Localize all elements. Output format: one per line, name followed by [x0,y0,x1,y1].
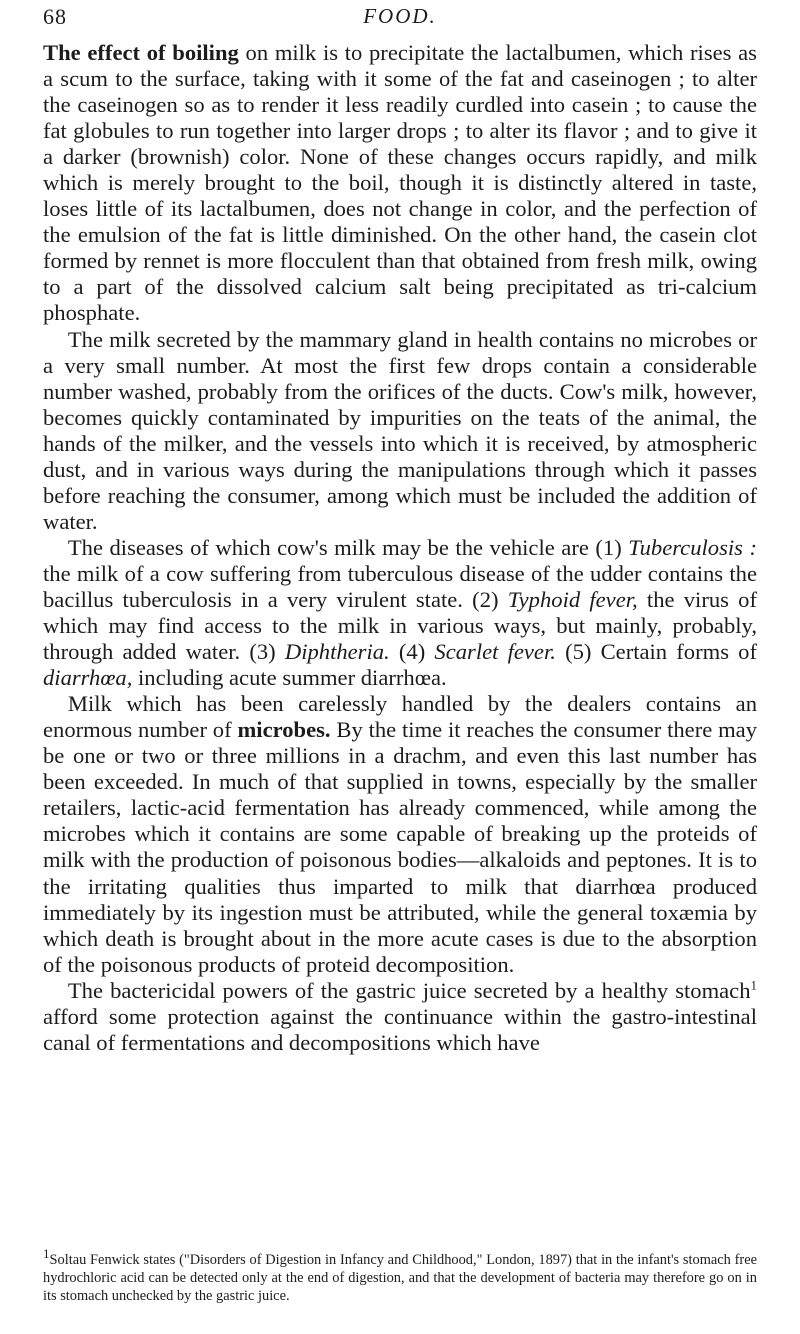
keyword-effect-of-boiling: The effect of boiling [43,40,239,65]
paragraph-text: the milk of a cow suffering from tuberculous disease of the udder contains the bacillus tuberculosis in a very virulent state. (2) [43,560,757,612]
term-diphtheria: Diphtheria. [284,639,390,665]
term-scarlet-fever: Scarlet fever. [434,639,556,665]
paragraph-microbes-in-milk [43,327,757,535]
paragraph-text: The diseases of which cow's milk may be the vehicle are (1) [67,534,629,560]
page-header [43,4,757,34]
paragraph-text: on milk is to precipitate the lactalbumen, which rises as a scum to the surface, taking with it some of the fat and caseinogen ; to alter the caseinogen so as to render it less readily curdled into casein ; to cause the fat globules to run together into larger drops ; to alter its flavor ; and to give it a darker (brownish) color. None of these changes occurs rapidly, and milk which is merely brought to the boil, though it is distinctly altered in taste, loses little of its lactalbumen, does not change in color, and the perfection of the emulsion of the fat is little diminished. On the other hand, the casein clot formed by rennet is more flocculent than that obtained from fresh milk, owing to a part of the dissolved calcium salt being precipitated as tri-calcium phosphate. [43,40,757,326]
paragraph-dealers-milk [43,691,757,978]
paragraph-text: the virus of which may find access to the milk in various ways, but mainly, probably, through added water. (3) [43,586,758,665]
page-number: 68 [43,4,67,29]
body-text [43,40,757,1056]
footnote-mark: 1 [43,1246,50,1262]
paragraph-text: (4) [389,639,435,665]
paragraph-text: Milk which has been carelessly handled by the dealers contains an enormous number of [43,691,757,743]
paragraph-gastric-juice [43,978,757,1056]
paragraph-diseases [43,535,757,691]
paragraph-text: afford some protection against the continuance within the gastro-intestinal canal of fermentations and decompositions which have [43,1003,757,1055]
running-title: FOOD. [363,4,437,28]
term-typhoid-fever: Typhoid fever, [507,586,638,612]
paragraph-text: including acute summer diarrhœa. [132,665,447,691]
footnote-text: Soltau Fenwick states ("Disorders of Digestion in Infancy and Childhood," London, 1897) that in the infant's stomach free hydrochloric acid can be detected only at the end of digestion, and that the development of bacteria may therefore go on in its stomach unchecked by the gastric juice. [43,1252,757,1304]
paragraph-text: By the time it reaches the consumer there may be one or two or three millions in a drachm, and even this last number has been exceeded. In much of that supplied in towns, especially by the smaller retailers, lactic-acid fermentation has already commenced, while among the microbes which it contains are some capable of breaking up the proteids of milk with the production of poisonous bodies—alkaloids and peptones. It is to the irritating qualities thus imparted to milk that diarrhœa produced immediately by its ingestion must be attributed, while the general toxæmia by which death is brought about in the more acute cases is due to the absorption of the poisonous products of proteid decomposition. [43,717,757,977]
footnote [43,1246,757,1305]
paragraph-text: The milk secreted by the mammary gland in health contains no microbes or a very small number. At most the first few drops contain a considerable number washed, probably from the orifices of the ducts. Cow's milk, however, becomes quickly contaminated by impurities on the teats of the animal, the hands of the milker, and the vessels into which it is received, by atmospheric dust, and in various ways during the manipulations through which it passes before reaching the consumer, among which must be included the addition of water. [43,326,757,534]
term-tuberculosis: Tuberculosis : [628,534,757,560]
paragraph-text: The bactericidal powers of the gastric juice secreted by a healthy stomach [67,977,751,1003]
keyword-microbes: microbes. [237,717,331,743]
footnote-reference: 1 [750,977,757,993]
paragraph-boiling [43,40,757,327]
term-diarrhoea: diarrhœa, [43,665,133,691]
paragraph-text: (5) Certain forms of [555,639,757,665]
